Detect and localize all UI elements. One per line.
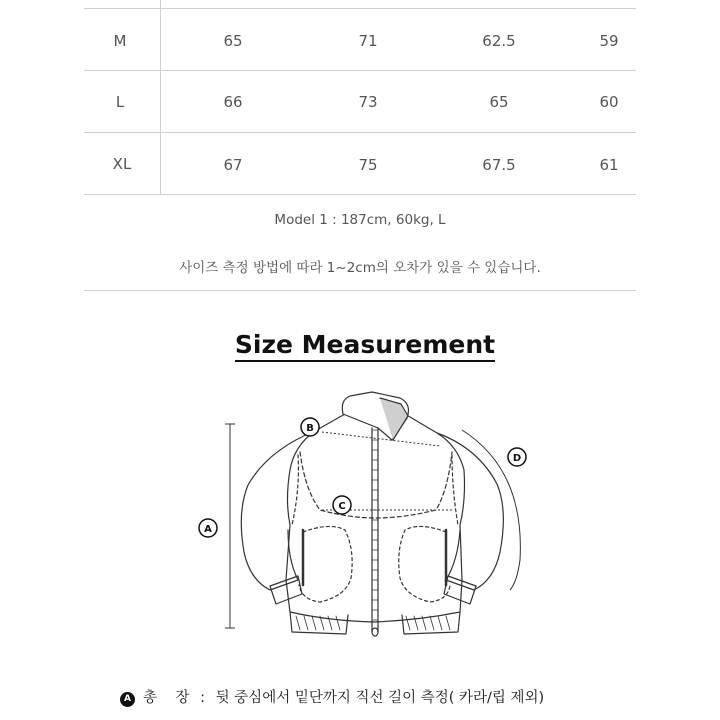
- measurement-disclaimer: 사이즈 측정 방법에 따라 1~2cm의 오차가 있을 수 있습니다.: [179, 260, 541, 276]
- jacket-body-outline: [286, 414, 465, 622]
- size-label: L: [115, 93, 125, 111]
- right-cuff: [444, 576, 476, 604]
- size-label: XL: [112, 155, 132, 173]
- zip-teeth: [372, 430, 378, 620]
- table-cell: 75: [358, 156, 378, 174]
- marker-b-label: B: [306, 423, 314, 434]
- left-armhole-seam: [292, 455, 298, 525]
- legend-marker-icon: A: [120, 692, 135, 707]
- size-label: M: [113, 32, 127, 50]
- marker-a-label: A: [204, 524, 212, 535]
- table-cell: 65: [223, 32, 243, 50]
- measurement-legend: [120, 686, 544, 707]
- table-cell: 71: [358, 32, 378, 50]
- table-cell: 60: [599, 93, 619, 111]
- legend-description: 뒷 중심에서 밑단까지 직선 길이 측정( 카라/립 제외): [215, 690, 545, 706]
- table-cell: 73: [358, 93, 378, 111]
- legend-separator: :: [200, 690, 205, 706]
- right-armhole-seam: [452, 455, 458, 525]
- table-cell: 59: [599, 32, 619, 50]
- hem-band: [290, 612, 460, 634]
- model-info: Model 1 : 187cm, 60kg, L: [274, 212, 446, 228]
- zip-pull: [372, 628, 378, 636]
- yoke-seam: [300, 452, 452, 518]
- marker-d-label: D: [512, 453, 522, 464]
- table-cell: 66: [223, 93, 243, 111]
- left-pocket: [299, 526, 352, 602]
- table-cell: 65: [489, 93, 509, 111]
- table-cell: 67.5: [482, 156, 516, 174]
- shoulder-guide: [322, 432, 440, 446]
- legend-label: 총 장: [143, 690, 190, 706]
- table-cell: 61: [599, 156, 619, 174]
- table-cell: 62.5: [482, 32, 516, 50]
- hem-rib: [296, 616, 450, 630]
- right-pocket: [399, 526, 450, 602]
- section-title: Size Measurement: [0, 330, 720, 359]
- table-cell: 67: [223, 156, 243, 174]
- marker-c-label: C: [338, 501, 346, 512]
